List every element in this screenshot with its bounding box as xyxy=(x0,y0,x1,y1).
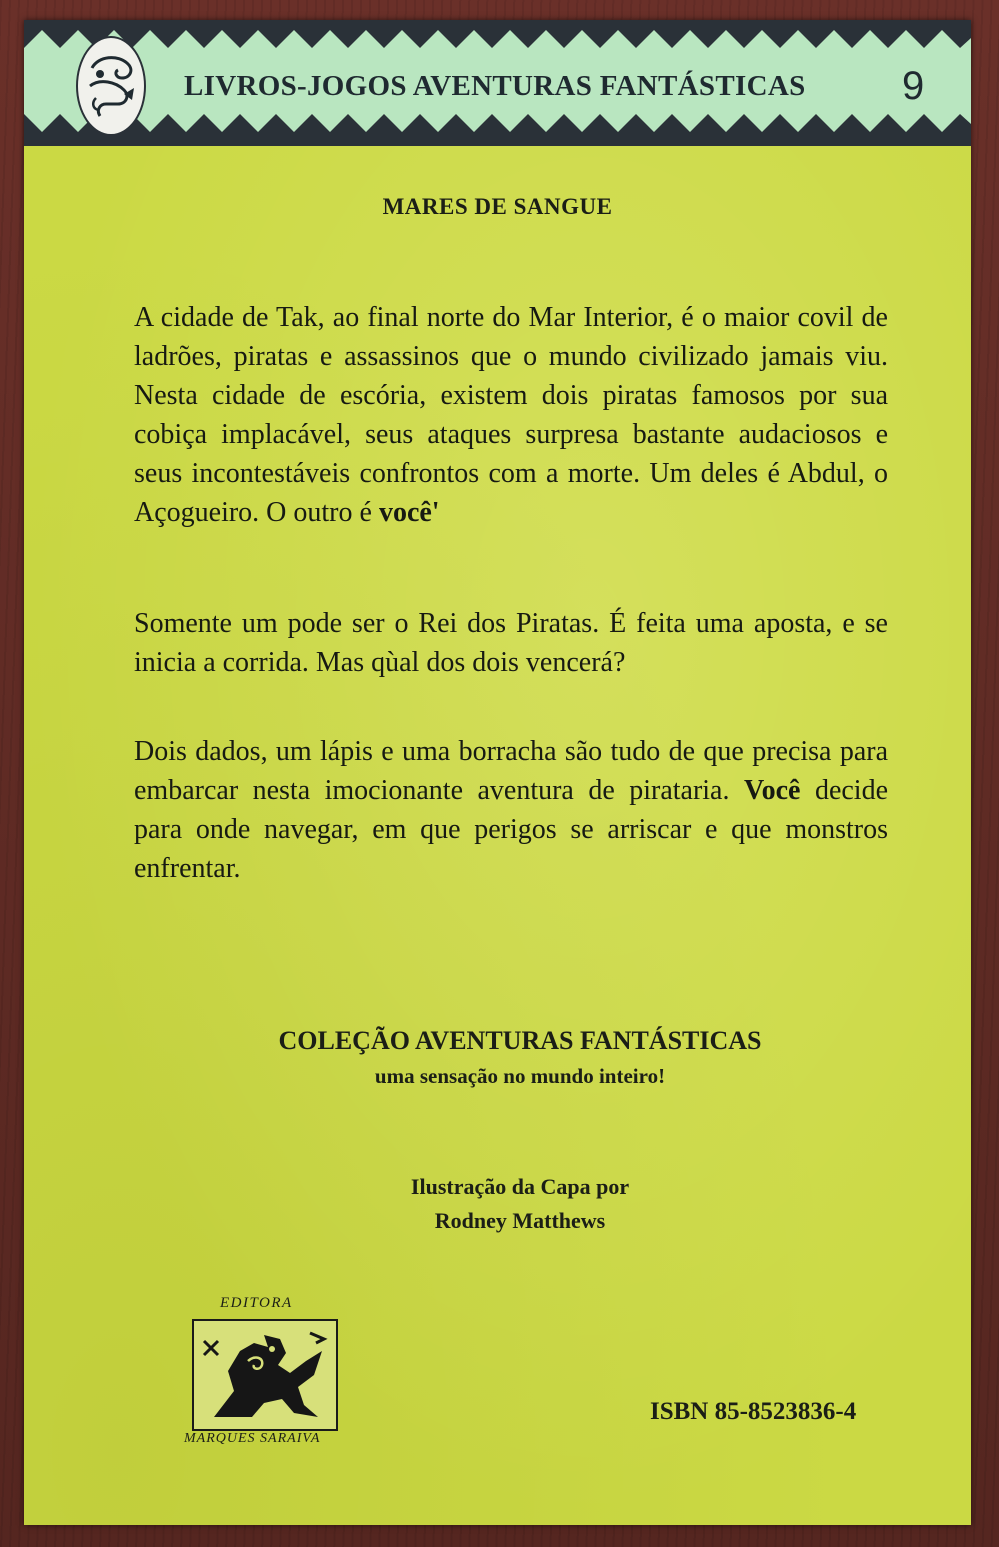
dragon-emblem-icon xyxy=(78,38,144,134)
collection-subtitle: uma sensação no mundo inteiro! xyxy=(374,1064,666,1088)
synopsis-p3-bold: Você xyxy=(743,775,801,806)
publisher-label-top: EDITORA xyxy=(220,1295,293,1311)
publisher-logo-block xyxy=(174,1295,374,1475)
book-title: MARES DE SANGUE xyxy=(382,194,613,219)
synopsis-p1-text: A cidade de Tak, ao final norte do Mar Interior, é o maior covil de ladrões, piratas e assassinos que o mundo civilizado jamais viu. Nesta cidade de escória, existem dois piratas famosos por sua cobiça implacável, seus ataques surpresa bastante audaciosos e seus incontestáveis confrontos com a morte. Um deles é Abdul, o Açogueiro. O outro é xyxy=(134,302,888,528)
synopsis-p3-start: Dois dados, um lápis e uma borracha são tudo de que precisa para embarcar nesta imocionante aventura de pirataria. xyxy=(134,736,888,806)
collection-title: COLEÇÃO AVENTURAS FANTÁSTICAS xyxy=(278,1026,762,1055)
synopsis-paragraph-2: Somente um pode ser o Rei dos Piratas. É feita uma aposta, e se inicia a corrida. Mas qùal dos dois vencerá? xyxy=(134,608,888,678)
cover-credit-label: Ilustração da Capa por xyxy=(410,1174,630,1199)
series-logo xyxy=(76,36,146,136)
synopsis-p3-end: decide para onde navegar, em que perigos se arriscar e que monstros enfrentar. xyxy=(134,775,889,884)
publisher-mark xyxy=(192,1319,338,1431)
publisher-label-bottom: MARQUES SARAIVA xyxy=(184,1431,321,1446)
synopsis-paragraph-1 xyxy=(134,298,888,532)
book-back-cover xyxy=(24,20,971,1525)
series-header-band xyxy=(24,20,971,146)
volume-number: 9 xyxy=(902,64,925,108)
synopsis-paragraph-3 xyxy=(134,732,888,888)
cover-illustrator-name: Rodney Matthews xyxy=(434,1208,606,1233)
griffin-emblem-icon xyxy=(194,1321,336,1429)
synopsis-p1-bold: você' xyxy=(378,497,440,528)
series-title: LIVROS-JOGOS AVENTURAS FANTÁSTICAS xyxy=(184,70,806,102)
isbn-code: ISBN 85-8523836-4 xyxy=(650,1398,857,1425)
